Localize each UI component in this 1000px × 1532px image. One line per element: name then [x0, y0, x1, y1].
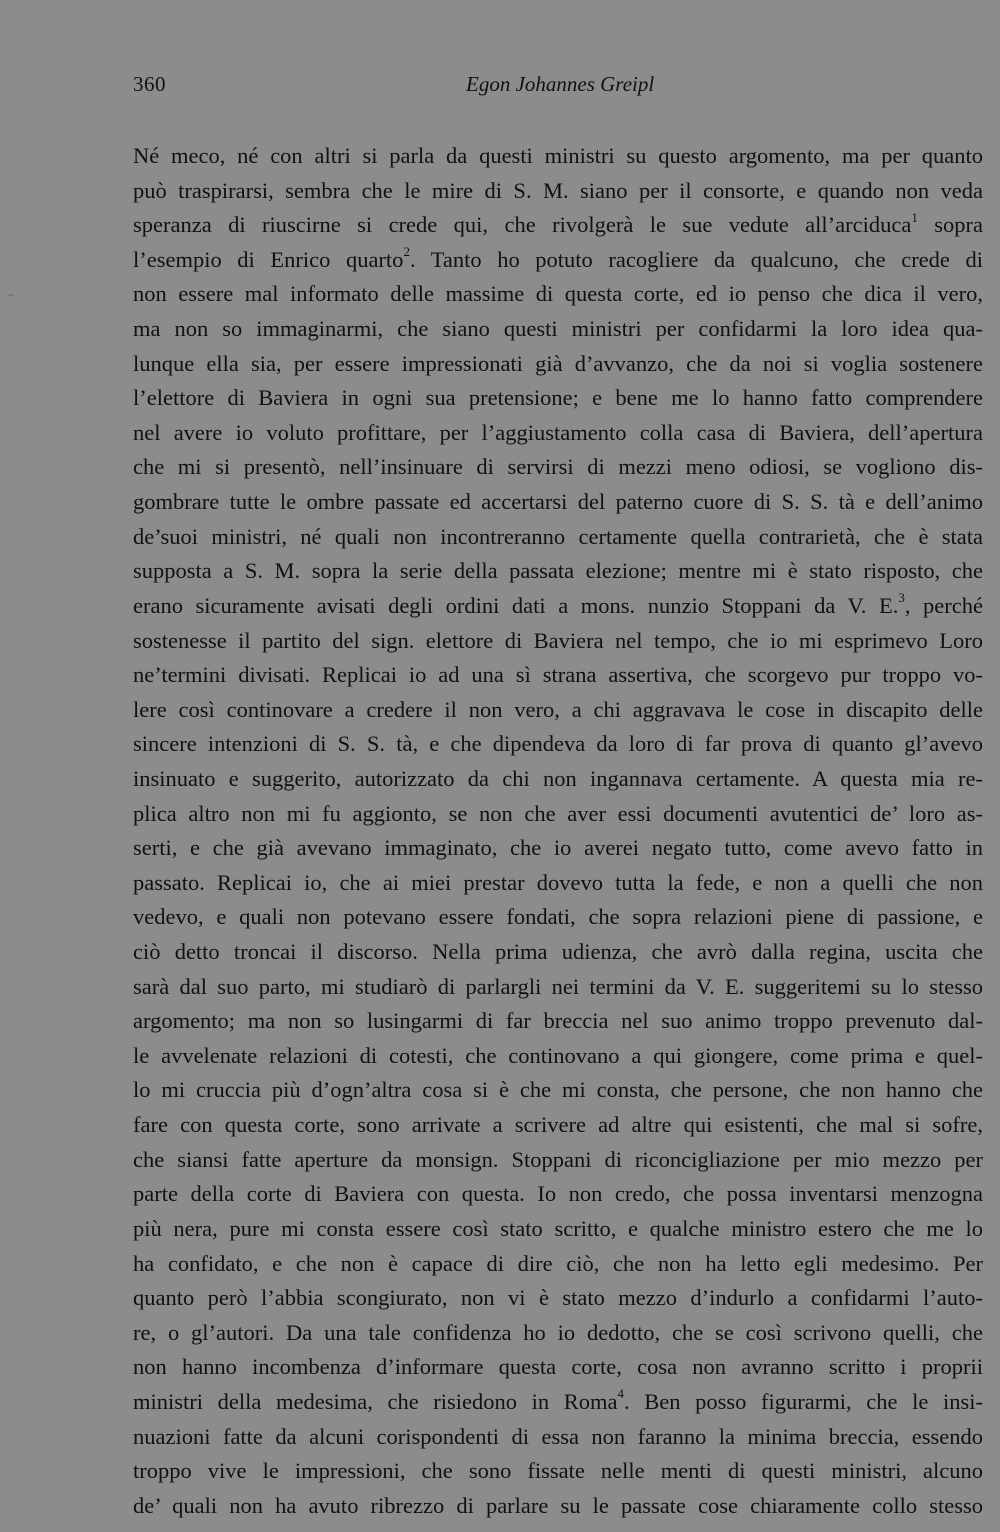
- text-line: [133, 1385, 983, 1420]
- text-segment: . Tanto ho potuto racogliere da qualcuno, che crede di: [409, 246, 983, 272]
- text-segment: fare con questa corte, sono arrivate a scrivere ad altre qui esistenti, che mal si sofre,: [133, 1112, 983, 1138]
- text-line: [133, 762, 983, 797]
- text-line: [133, 1316, 983, 1351]
- text-segment: ministri della medesima, che risiedono in Roma: [133, 1388, 618, 1414]
- text-segment: nuazioni fatte da alcuni corispondenti di essa non faranno la minima breccia, essendo: [133, 1423, 983, 1449]
- text-line: [133, 1454, 983, 1489]
- text-segment: gombrare tutte le ombre passate ed accertarsi del paterno cuore di S. S. tà e dell’animo: [133, 489, 983, 515]
- text-segment: ha confidato, e che non è capace di dire ciò, che non ha letto egli medesimo. Per: [133, 1250, 983, 1276]
- text-line: [133, 277, 983, 312]
- text-line: [133, 312, 983, 347]
- text-line: [133, 485, 983, 520]
- text-segment: ma non so immaginarmi, che siano questi ministri per confidarmi la loro idea qua-: [133, 316, 983, 342]
- text-segment: de’suoi ministri, né quali non incontreranno certamente quella contrarietà, che è stata: [133, 523, 983, 549]
- text-segment: lunque ella sia, per essere impressionati già d’avvanzo, che da noi si voglia sostenere: [133, 350, 983, 376]
- page-header: [133, 72, 833, 104]
- running-head: Egon Johannes Greipl: [466, 72, 655, 96]
- text-line: [133, 624, 983, 659]
- text-segment: ciò detto troncai il discorso. Nella prima udienza, che avrò dalla regina, uscita che: [133, 939, 983, 965]
- text-line: [133, 554, 983, 589]
- text-segment: può traspirarsi, sembra che le mire di S. M. siano per il consorte, e quando non veda: [133, 177, 983, 203]
- page-number: 360: [133, 72, 166, 96]
- text-line: [133, 1177, 983, 1212]
- text-segment: più nera, pure mi consta essere così stato scritto, e qualche ministro estero che me lo: [133, 1215, 983, 1241]
- text-segment: nel avere io voluto profittare, per l’aggiustamento colla casa di Baviera, dell’apertura: [133, 419, 983, 445]
- text-segment: che siansi fatte aperture da monsign. Stoppani di riconcigliazione per mio mezzo per: [133, 1146, 983, 1172]
- text-line: [133, 658, 983, 693]
- footnote-marker: 2: [403, 244, 410, 260]
- text-segment: l’esempio di Enrico quarto: [133, 246, 404, 272]
- text-segment: sincere intenzioni di S. S. tà, e che dipendeva da loro di far prova di quanto gl’avevo: [133, 731, 983, 757]
- text-line: [133, 520, 983, 555]
- text-line: [133, 1212, 983, 1247]
- text-segment: re, o gl’autori. Da una tale confidenza ho io dedotto, che se così scrivono quelli, che: [133, 1319, 983, 1345]
- text-segment: quanto però l’abbia scongiurato, non vi è stato mezzo d’indurlo a confidarmi l’auto-: [133, 1285, 983, 1311]
- text-line: [133, 1073, 983, 1108]
- text-line: [133, 208, 983, 243]
- text-line: [133, 589, 983, 624]
- text-segment: Né meco, né con altri si parla da questi ministri su questo argomento, ma per quanto: [133, 143, 983, 168]
- text-line: [133, 727, 983, 762]
- text-line: [133, 139, 983, 174]
- text-line: [133, 1108, 983, 1143]
- text-segment: plica altro non mi fu aggionto, se non che aver essi documenti avutentici de’ loro as-: [133, 800, 983, 826]
- text-line: [133, 174, 983, 209]
- text-line: [133, 1350, 983, 1385]
- text-segment: non essere mal informato delle massime di questa corte, ed io penso che dica il vero,: [133, 281, 983, 307]
- text-line: [133, 935, 983, 970]
- text-line: [133, 1420, 983, 1455]
- text-segment: sopra: [917, 212, 983, 238]
- text-line: [133, 1489, 983, 1524]
- text-segment: lere così continovare a credere il non vero, a chi aggravava le cose in discapito delle: [133, 696, 983, 722]
- text-segment: che mi si presentò, nell’insinuare di servirsi di mezzi meno odiosi, se vogliono dis-: [133, 454, 983, 480]
- text-segment: . Ben posso figurarmi, che le insi-: [624, 1388, 983, 1414]
- text-line: [133, 970, 983, 1005]
- text-segment: l’elettore di Baviera in ogni sua pretensione; e bene me lo hanno fatto comprendere: [133, 385, 983, 411]
- text-segment: ne’termini divisati. Replicai io ad una sì strana assertiva, che scorgevo pur troppo vo-: [133, 662, 983, 688]
- text-line: [133, 450, 983, 485]
- text-line: [133, 831, 983, 866]
- text-line: [133, 1004, 983, 1039]
- text-segment: speranza di riuscirne si crede qui, che rivolgerà le sue vedute all’arciduca: [133, 212, 912, 238]
- footnote-marker: 1: [911, 209, 918, 225]
- body-text: [133, 139, 983, 1523]
- text-line: [133, 416, 983, 451]
- footnote-marker: 3: [898, 590, 905, 606]
- text-segment: le avvelenate relazioni di cotesti, che continovano a qui giongere, come prima e quel-: [133, 1042, 983, 1068]
- text-segment: supposta a S. M. sopra la serie della passata elezione; mentre mi è stato risposto, che: [133, 558, 983, 584]
- text-segment: , perché: [904, 592, 983, 618]
- footnote-marker: 4: [617, 1386, 625, 1402]
- text-line: [133, 347, 983, 382]
- text-line: [133, 1247, 983, 1282]
- margin-mark: [8, 294, 14, 296]
- text-segment: parte della corte di Baviera con questa. Io non credo, che possa inventarsi menzogna: [133, 1181, 983, 1207]
- text-line: [133, 1143, 983, 1178]
- text-line: [133, 381, 983, 416]
- text-line: [133, 1039, 983, 1074]
- text-line: [133, 1281, 983, 1316]
- text-segment: insinuato e suggerito, autorizzato da chi non ingannava certamente. A questa mia re-: [133, 765, 983, 791]
- text-segment: lo mi cruccia più d’ogn’altra cosa si è che mi consta, che persone, che non hanno che: [133, 1077, 983, 1103]
- text-segment: sostenesse il partito del sign. elettore di Baviera nel tempo, che io mi esprimevo Loro: [133, 627, 983, 653]
- text-segment: erano sicuramente avisati degli ordini dati a mons. nunzio Stoppani da V. E.: [133, 592, 899, 618]
- text-line: [133, 866, 983, 901]
- text-line: [133, 797, 983, 832]
- text-line: [133, 900, 983, 935]
- text-segment: vedevo, e quali non potevano essere fondati, che sopra relazioni piene di passione, e: [133, 904, 983, 930]
- text-line: [133, 243, 983, 278]
- text-segment: passato. Replicai io, che ai miei prestar dovevo tutta la fede, e non a quelli che non: [133, 869, 983, 895]
- text-segment: sarà dal suo parto, mi studiarò di parlargli nei termini da V. E. suggeritemi su lo stesso: [133, 973, 983, 999]
- text-segment: troppo vive le impressioni, che sono fissate nelle menti di questi ministri, alcuno: [133, 1458, 983, 1484]
- text-line: [133, 693, 983, 728]
- text-segment: serti, e che già avevano immaginato, che io averei negato tutto, come avevo fatto in: [133, 835, 983, 861]
- text-segment: argomento; ma non so lusingarmi di far breccia nel suo animo troppo prevenuto dal-: [133, 1008, 983, 1034]
- text-segment: de’ quali non ha avuto ribrezzo di parlare su le passate cose chiaramente collo stesso: [133, 1492, 983, 1518]
- text-segment: non hanno incombenza d’informare questa corte, cosa non avranno scritto i proprii: [133, 1354, 983, 1380]
